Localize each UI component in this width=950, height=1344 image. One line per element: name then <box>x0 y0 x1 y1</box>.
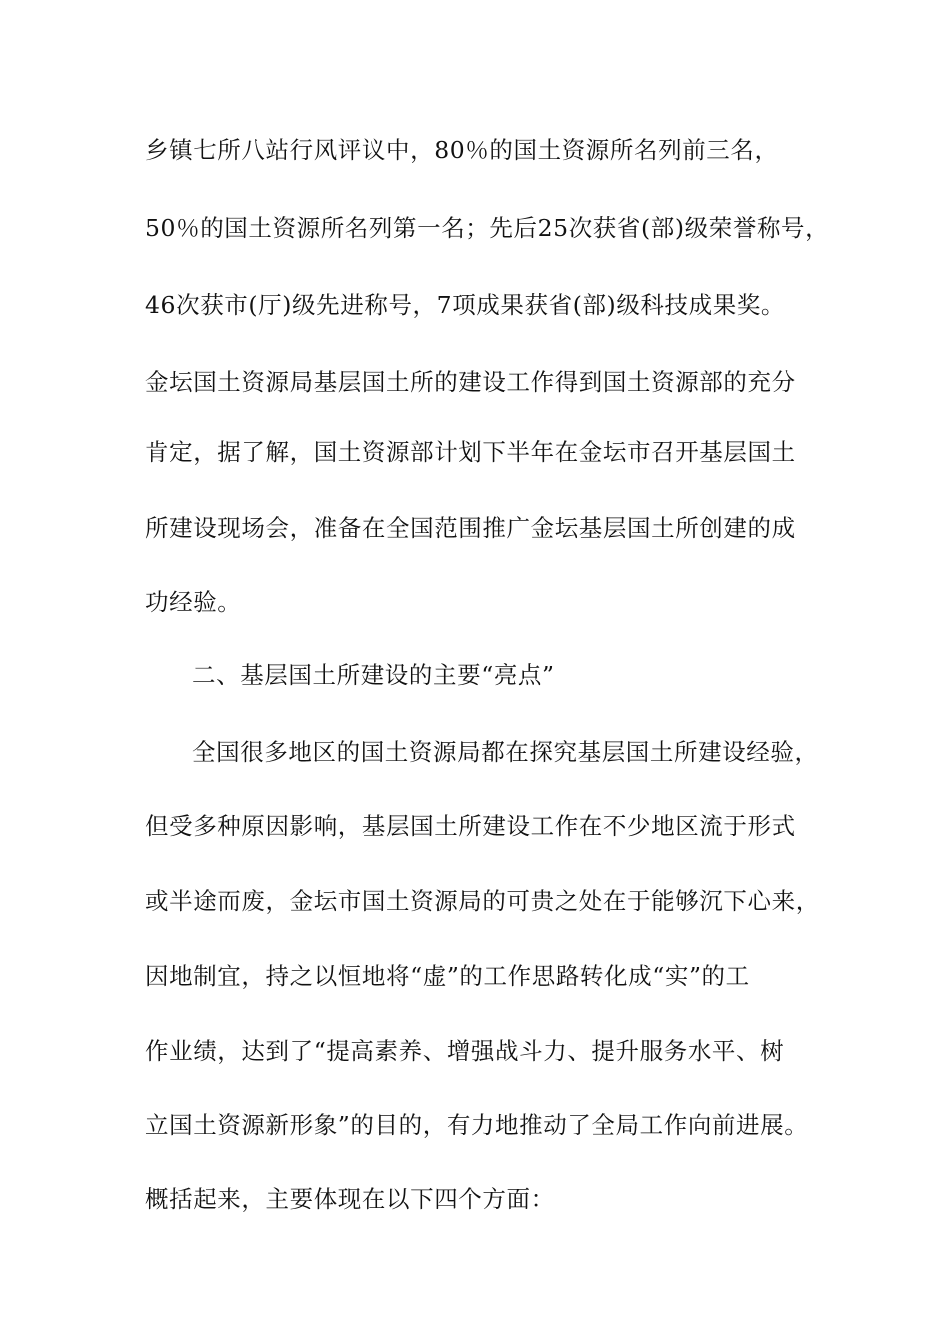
text-line: 立国土资源新形象”的目的，有力地推动了全局工作向前进展。 <box>145 1111 809 1139</box>
section-heading: 二、基层国土所建设的主要“亮点” <box>192 661 555 689</box>
text-line: 或半途而废，金坛市国土资源局的可贵之处在于能够沉下心来， <box>145 887 820 915</box>
text-line: 金坛国土资源局基层国土所的建设工作得到国土资源部的充分 <box>145 368 796 396</box>
text-line: 全国很多地区的国土资源局都在探究基层国土所建设经验， <box>192 738 819 766</box>
text-line: 46次获市(厅)级先进称号，7项成果获省(部)级科技成果奖。 <box>145 291 786 319</box>
text-line: 概括起来，主要体现在以下四个方面： <box>145 1185 555 1213</box>
text-line: 乡镇七所八站行风评议中，80％的国土资源所名列前三名， <box>145 136 779 164</box>
text-line: 50％的国土资源所名列第一名；先后25次获省(部)级荣誉称号， <box>145 214 830 242</box>
text-line: 所建设现场会，准备在全国范围推广金坛基层国土所创建的成 <box>145 514 796 542</box>
text-line: 功经验。 <box>145 588 242 616</box>
text-line: 因地制宜，持之以恒地将“虚”的工作思路转化成“实”的工 <box>145 962 750 990</box>
text-line: 肯定，据了解，国土资源部计划下半年在金坛市召开基层国土 <box>145 438 796 466</box>
text-line: 但受多种原因影响，基层国土所建设工作在不少地区流于形式 <box>145 812 796 840</box>
text-line: 作业绩，达到了“提高素养、增强战斗力、提升服务水平、树 <box>145 1037 785 1065</box>
